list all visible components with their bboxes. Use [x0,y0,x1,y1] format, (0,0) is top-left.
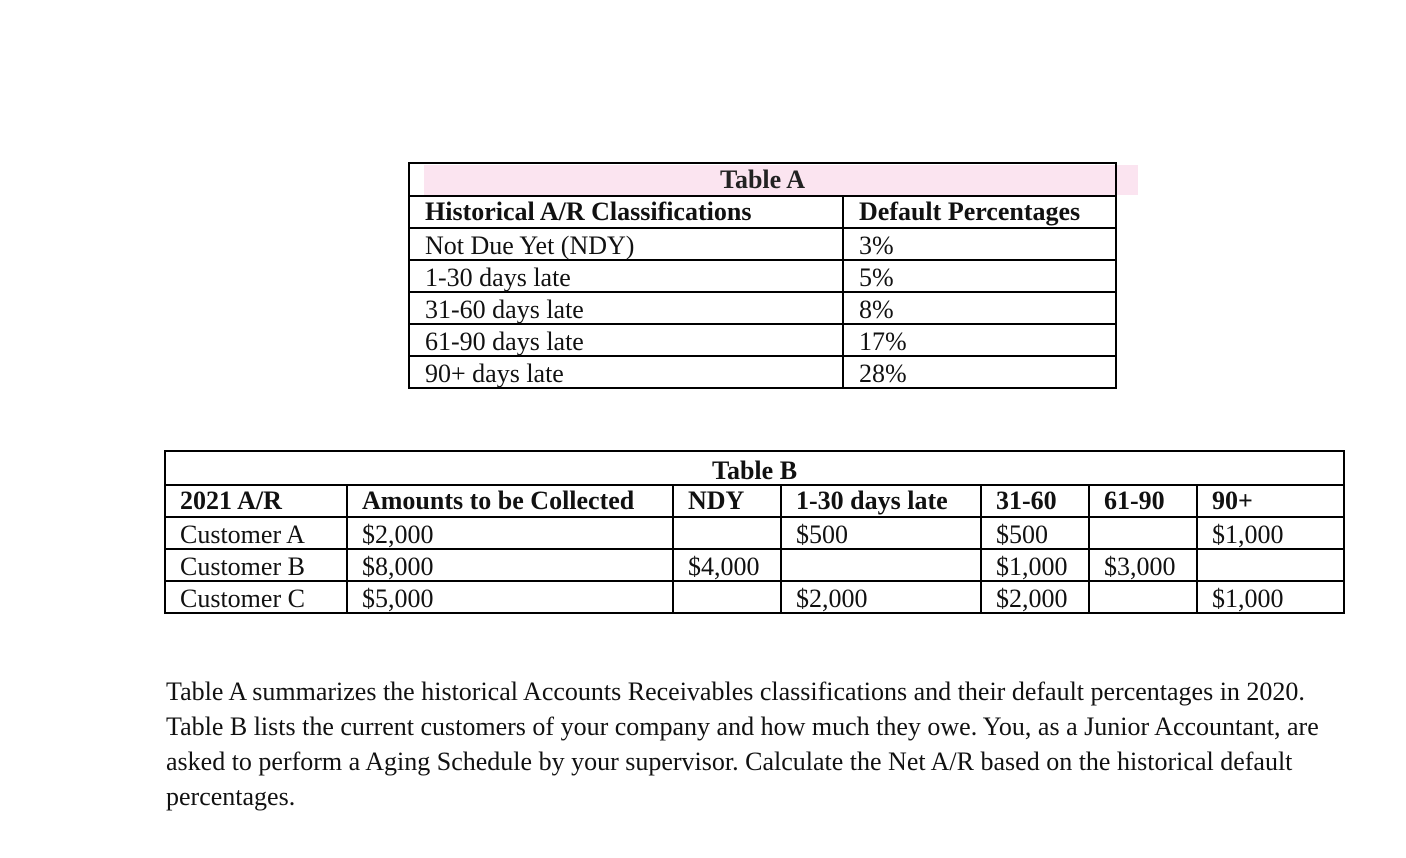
table-b-cell: Customer C [165,581,347,613]
table-b-cell: $8,000 [347,549,673,581]
table-row [165,549,1344,581]
table-row [409,228,1116,260]
table-b-header-row [165,485,1344,517]
table-a-header-classification: Historical A/R Classifications [409,196,843,228]
table-row [409,324,1116,356]
table-b-cell [781,549,981,581]
table-a-cell: 28% [843,356,1116,388]
table-b-title: Table B [165,451,1344,485]
table-b-header: Amounts to be Collected [347,485,673,517]
table-b-header: NDY [673,485,781,517]
table-b-header: 2021 A/R [165,485,347,517]
table-b-cell: $2,000 [781,581,981,613]
table-a-cell: 8% [843,292,1116,324]
description-paragraph: Table A summarizes the historical Accounts Receivables classifications and their default percentages in 2020. Table B lists the current customers of your company and how much they owe. You, as a Junior Accountant, are asked to perform a Aging Schedule by your supervisor. Calculate the Net A/R based on the historical default percentages. [166,677,1319,811]
table-b-cell [1089,581,1197,613]
table-row [165,581,1344,613]
table-a-cell: 1-30 days late [409,260,843,292]
table-a-cell: 90+ days late [409,356,843,388]
table-a-cell: Not Due Yet (NDY) [409,228,843,260]
table-a-header-default: Default Percentages [843,196,1116,228]
table-b-cell [1089,517,1197,549]
table-b-cell: $4,000 [673,549,781,581]
table-b-header: 61-90 [1089,485,1197,517]
table-b-cell: $3,000 [1089,549,1197,581]
table-a-caption-row [409,163,1116,196]
table-a-cell: 61-90 days late [409,324,843,356]
table-a-header-row [409,196,1116,228]
table-b-cell: $1,000 [981,549,1089,581]
table-b-cell: $2,000 [981,581,1089,613]
table-b-cell: Customer B [165,549,347,581]
table-b-cell [673,581,781,613]
table-a-cell: 3% [843,228,1116,260]
table-b [164,450,1345,614]
table-b-cell: $5,000 [347,581,673,613]
table-b-cell: Customer A [165,517,347,549]
table-b-cell: $1,000 [1197,581,1344,613]
table-b-cell: $500 [981,517,1089,549]
table-row [409,292,1116,324]
table-row [409,260,1116,292]
table-b-cell [673,517,781,549]
table-row [165,517,1344,549]
table-b-cell [1197,549,1344,581]
table-a-cell: 17% [843,324,1116,356]
table-b-cell: $1,000 [1197,517,1344,549]
table-b-header: 1-30 days late [781,485,981,517]
table-b-caption-row [165,451,1344,485]
table-a-cell: 31-60 days late [409,292,843,324]
table-a [408,162,1117,389]
table-b-header: 31-60 [981,485,1089,517]
table-a-cell: 5% [843,260,1116,292]
table-b-cell: $500 [781,517,981,549]
table-b-header: 90+ [1197,485,1344,517]
table-row [409,356,1116,388]
table-b-cell: $2,000 [347,517,673,549]
table-a-title: Table A [409,163,1116,196]
